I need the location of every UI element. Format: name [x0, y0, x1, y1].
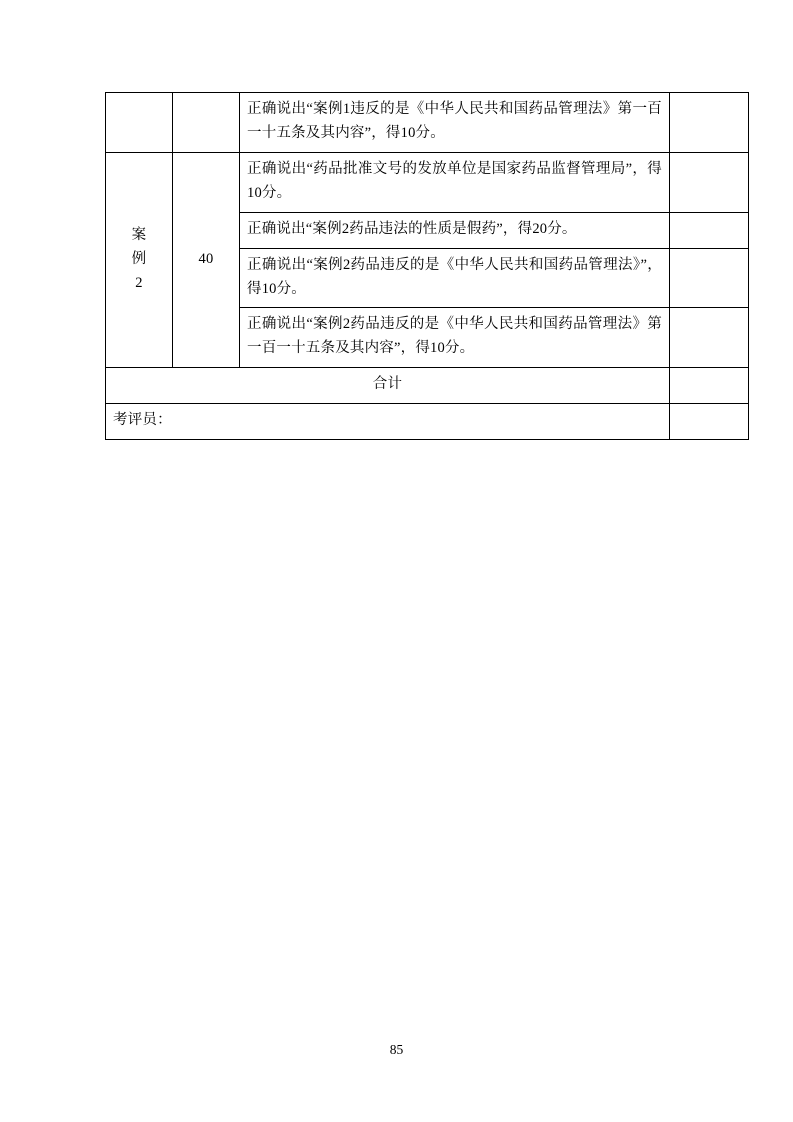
criterion-text: 正确说出“药品批准文号的发放单位是国家药品监督管理局”，得10分。	[240, 152, 670, 212]
criterion-text: 正确说出“案例2药品违法的性质是假药”，得20分。	[240, 212, 670, 248]
criterion-text: 正确说出“案例1违反的是《中华人民共和国药品管理法》第一百一十五条及其内容”，得10分。	[240, 93, 670, 153]
table-body	[106, 93, 749, 440]
criterion-text: 正确说出“案例2药品违反的是《中华人民共和国药品管理法》第一百一十五条及其内容”，得10分。	[240, 308, 670, 368]
table-row	[106, 152, 749, 212]
score-entry-cell[interactable]	[670, 248, 749, 308]
total-score-cell[interactable]	[670, 368, 749, 404]
score-entry-cell[interactable]	[670, 212, 749, 248]
case-label-line-1: 案	[131, 226, 147, 243]
case-score-cell-empty	[173, 93, 240, 153]
case-label-cell	[106, 152, 173, 367]
table-row	[106, 93, 749, 153]
scoring-table	[105, 92, 749, 440]
total-label: 合计	[106, 368, 670, 404]
criterion-text: 正确说出“案例2药品违反的是《中华人民共和国药品管理法》”，得10分。	[240, 248, 670, 308]
table-row-total	[106, 368, 749, 404]
score-entry-cell[interactable]	[670, 308, 749, 368]
page-number: 85	[389, 1042, 404, 1057]
case-label-line-3: 2	[135, 274, 143, 291]
table-row-assessor	[106, 404, 749, 440]
score-entry-cell[interactable]	[670, 93, 749, 153]
assessor-label: 考评员：	[106, 404, 670, 440]
assessor-mark-cell[interactable]	[670, 404, 749, 440]
case-label-line-2: 例	[131, 250, 147, 267]
case-label-cell-empty	[106, 93, 173, 153]
score-entry-cell[interactable]	[670, 152, 749, 212]
case-score-cell: 40	[173, 152, 240, 367]
